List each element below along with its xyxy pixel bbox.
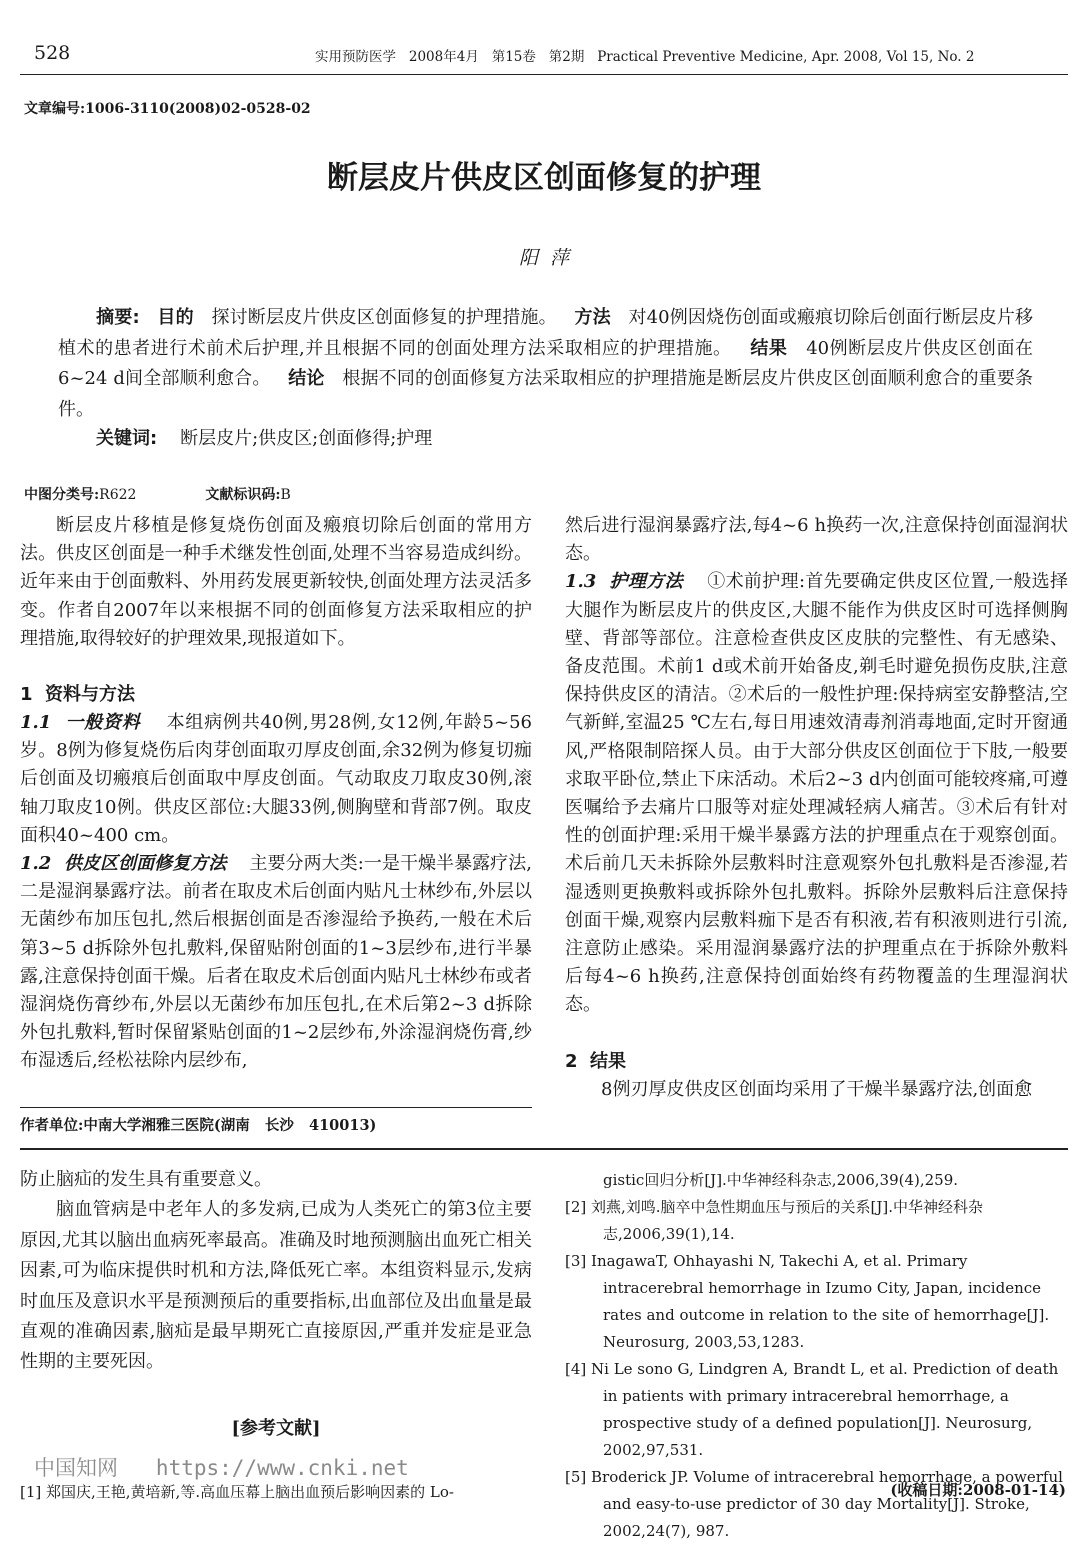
result-text: 40例断层皮片供皮区创面在6~24 d间全部顺利愈合。 — [58, 337, 1034, 389]
author-affiliation: 作者单位:中南大学湘雅三医院(湖南 长沙 410013) — [20, 1117, 377, 1134]
section-2-heading: 2 结果 — [565, 1050, 627, 1072]
section-1-1-label: 1.1 一般资料 — [20, 712, 141, 734]
objective-text: 探讨断层皮片供皮区创面修复的护理措施。 — [211, 307, 557, 328]
clc-code: R622 — [99, 487, 137, 503]
keywords-label: 关键词: — [96, 428, 158, 449]
reference-5: [5] Broderick JP. Volume of intracerebral hemorrhage, a powerful and easy-to-use predictor of 30 day Mortality[J]. Stroke, 2002,24(7), 987. — [565, 1468, 1063, 1540]
left-column — [20, 512, 532, 1076]
page-number: 528 — [34, 42, 71, 64]
section-1-heading: 1 资料与方法 — [20, 684, 136, 706]
reference-4: [4] Ni Le sono G, Lindgren A, Brandt L, et al. Prediction of death in patients with primary intracerebral hemorrhage, a prospective study of a defined population[J]. Neurosurg, 2002,97,531. — [565, 1360, 1059, 1459]
section-1-3-label: 1.3 护理方法 — [565, 571, 683, 593]
references-heading: [参考文献] — [231, 1418, 321, 1439]
reference-2: [2] 刘燕,刘鸣.脑卒中急性期血压与预后的关系[J].中华神经科杂志,2006,39(1),14. — [565, 1198, 984, 1243]
classification — [24, 484, 291, 504]
objective-label: 目的 — [157, 307, 194, 328]
section-2-text: 8例刃厚皮供皮区创面均采用了干燥半暴露疗法,创面愈 — [601, 1078, 1033, 1100]
reference-1-cont: gistic回归分析[J].中华神经科杂志,2006,39(4),259. — [603, 1171, 959, 1189]
conclusion-text: 根据不同的创面修复方法采取相应的护理措施是断层皮片供皮区创面顺利愈合的重要条件。 — [58, 368, 1034, 420]
received-date: (收稿日期:2008-01-14) — [890, 1481, 1066, 1499]
keywords-text: 断层皮片;供皮区;创面修得;护理 — [180, 428, 433, 449]
conclusion-label: 结论 — [288, 368, 325, 389]
article-number: 文章编号:1006-3110(2008)02-0528-02 — [24, 101, 311, 117]
keywords — [96, 425, 432, 453]
author: 阳 萍 — [518, 247, 570, 269]
bottom-p2: 脑血管病是中老年人的多发病,已成为人类死亡的第3位主要原因,尤其以脑出血病死率最高。准确及时地预测脑出血死亡相关因素,可为临床提供时机和方法,降低死亡率。本组资料显示,发病时血压及意识水平是预测预后的重要指标,出血部位及出血量是最直观的准确因素,脑疝是最早期死亡直接原因,严重并发症是亚急性期的主要死因。 — [20, 1199, 532, 1373]
section-1-3-text: ①术前护理:首先要确定供皮区位置,一般选择大腿作为断层皮片的供皮区,大腿不能作为供皮区时可选择侧胸壁、背部等部位。注意检查供皮区皮肤的完整性、有无感染、备皮范围。术前1 d或术前开始备皮,剃毛时避免损伤皮肤,注意保持供皮区的清洁。②术后的一般性护理:保持病室安静整洁,空气新鲜,室温25 ℃左右,每日用速效清毒剂消毒地面,定时开窗通风,严格限制陪探人员。由于大部分供皮区创面位于下肢,一般要求取平卧位,禁止下床活动。术后2~3 d内创面可能较疼痛,可遵医嘱给予去痛片口服等对症处理减轻病人痛苦。③术后有针对性的创面护理:采用干燥半暴露方法的护理重点在于观察创面。术后前几天未拆除外层敷料时注意观察外包扎敷料是否渗湿,若湿透则更换敷料或拆除外包扎敷料。拆除外层敷料后注意保持创面干燥,观察内层敷料痂下是否有积液,若有积液则进行引流,注意防止感染。采用湿润暴露疗法的护理重点在于拆除外敷料后每4~6 h换药,注意保持创面始终有药物覆盖的生理湿润状态。 — [565, 571, 1068, 1016]
article-separator — [20, 1148, 1068, 1150]
doc-code-label: 文献标识码: — [205, 487, 281, 503]
result-label: 结果 — [750, 337, 788, 359]
method-text: 对40例因烧伤创面或瘢痕切除后创面行断层皮片移植术的患者进行术前术后护理,并且根据不同的创面处理方法采取相应的护理措施。 — [58, 307, 1034, 359]
clc-label: 中图分类号: — [24, 487, 100, 503]
section-1-1 — [20, 709, 532, 850]
section-1-3 — [565, 568, 1068, 1019]
section-1-2 — [20, 850, 532, 1076]
doc-code: B — [280, 487, 291, 503]
running-header: 实用预防医学 2008年4月 第15卷 第2期 Practical Preventive Medicine, Apr. 2008, Vol 15, No. 2 — [315, 49, 975, 65]
header-rule — [20, 74, 1068, 75]
reference-3: [3] InagawaT, Ohhayashi N, Takechi A, et al. Primary intracerebral hemorrhage in Izumo City, Japan, incidence rates and outcome in relation to the site of hemorrhage[J]. Neurosurg, 2003,53,1283. — [565, 1252, 1050, 1351]
abstract — [58, 303, 1033, 425]
section-1-2-text: 主要分两大类:一是干燥半暴露疗法,二是湿润暴露疗法。前者在取皮术后创面内贴凡士林纱布,外层以无菌纱布加压包扎,然后根据创面是否渗湿给予换药,一般在术后第3~5 d拆除外包扎敷料,保留贴附创面的1~3层纱布,进行半暴露,注意保持创面干燥。后者在取皮术后创面内贴凡士林纱布或者湿润烧伤膏纱布,外层以无菌纱布加压包扎,在术后第2~3 d拆除外包扎敷料,暂时保留紧贴创面的1~2层纱布,外涂湿润烧伤膏,纱布湿透后,经松祛除内层纱布, — [20, 853, 532, 1072]
bottom-p1: 防止脑疝的发生具有重要意义。 — [20, 1169, 272, 1190]
intro-paragraph: 断层皮片移植是修复烧伤创面及瘢痕切除后创面的常用方法。供皮区创面是一种手术继发性创面,处理不当容易造成纠纷。近年来由于创面敷料、外用药发展更新较快,创面处理方法灵活多变。作者自2007年以来根据不同的创面修复方法采取相应的护理措施,取得较好的护理效果,现报道如下。 — [20, 515, 532, 649]
section-1-1-text: 本组病例共40例,男28例,女12例,年龄5~56岁。8例为修复烧伤后肉芽创面取刃厚皮创面,余32例为修复切痂后创面及切瘢痕后创面取中厚皮创面。气动取皮刀取皮30例,滚轴刀取皮10例。供皮区部位:大腿33例,侧胸壁和背部7例。取皮面积40~400 cm。 — [20, 712, 532, 846]
cnki-watermark: 中国知网 https://www.cnki.net — [34, 1456, 409, 1480]
right-column — [565, 512, 1068, 1104]
method-label: 方法 — [574, 307, 611, 328]
bottom-left-column — [20, 1165, 532, 1378]
footnote-rule — [20, 1107, 532, 1108]
section-1-2-label: 1.2 供皮区创面修复方法 — [20, 853, 227, 875]
reference-1: [1] 郑国庆,王艳,黄培新,等.高血压幕上脑出血预后影响因素的 Lo- — [20, 1483, 454, 1501]
abstract-label: 摘要: — [96, 307, 140, 328]
right-continuation: 然后进行湿润暴露疗法,每4~6 h换药一次,注意保持创面湿润状态。 — [565, 515, 1068, 565]
article-title: 断层皮片供皮区创面修复的护理 — [327, 160, 761, 196]
